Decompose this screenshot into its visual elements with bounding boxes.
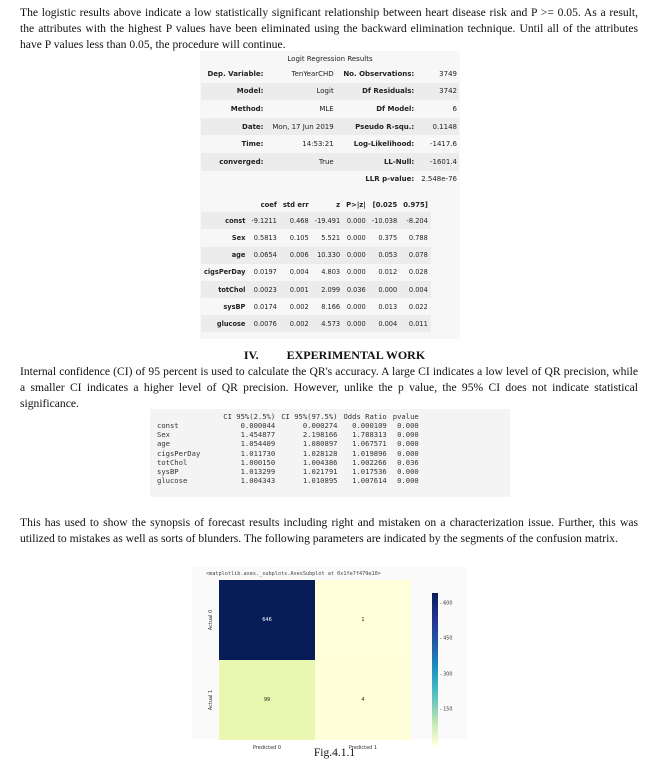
coef-cell: 0.012	[378, 268, 398, 277]
summary-label: Pseudo R-squ.:	[336, 118, 417, 136]
coef-cell: 0.011	[400, 315, 431, 332]
coef-variable: totChol	[201, 281, 248, 298]
ci-row	[154, 439, 422, 448]
confidence-interval-table	[150, 409, 510, 497]
coef-variable: const	[201, 212, 248, 229]
coef-row	[201, 212, 431, 229]
ci-header: CI 95%(2.5%)	[223, 412, 276, 421]
ci-row	[154, 430, 422, 439]
ci-row	[154, 449, 422, 458]
coef-row	[201, 298, 431, 315]
summary-label: Log-Likelihood:	[353, 140, 415, 149]
ci-header: pvalue	[392, 412, 419, 421]
ci-cell: 1.788313	[352, 430, 387, 440]
coef-row	[201, 315, 431, 332]
coef-row	[201, 264, 431, 281]
summary-label: Model:	[201, 83, 265, 101]
coef-cell: 0.004	[289, 268, 309, 277]
coef-row	[201, 247, 431, 264]
summary-label: converged:	[201, 153, 265, 171]
ci-cell: 1.002266	[352, 457, 387, 467]
coef-cell: 0.0174	[253, 302, 277, 311]
summary-value: -1417.6	[429, 140, 457, 149]
coef-variable: cigsPerDay	[204, 268, 246, 277]
ci-cell: 0.036	[397, 457, 419, 467]
ci-row	[154, 476, 422, 485]
ci-cell: 0.000044	[240, 421, 276, 431]
coef-row	[201, 229, 431, 246]
colorbar-tick-label: - 450	[440, 636, 453, 642]
summary-row	[201, 83, 459, 101]
summary-value: Mon, 17 Jun 2019	[265, 118, 335, 136]
ci-row	[154, 467, 422, 476]
summary-value: 0.1148	[416, 118, 459, 136]
confusion-paragraph: This has used to show the synopsis of forecast results including right and mistaken on a characterization issue. Further, this was utilized to mistakes as well as sorts of blunders. The following parameters are indicated by the segments of the confusion matrix.	[20, 516, 638, 545]
coef-variable: Sex	[231, 233, 246, 242]
coef-header: coef	[260, 201, 277, 210]
coef-header: P>|z|	[346, 201, 366, 210]
summary-row	[201, 65, 459, 83]
coef-cell: 2.099	[312, 281, 343, 298]
coef-cell: 0.013	[378, 302, 398, 311]
ci-cell: 1.004386	[302, 457, 338, 467]
heatmap-value: 99	[263, 697, 271, 703]
figure-caption: Fig.4.1.1	[313, 747, 356, 759]
ci-cell: 1.054409	[240, 439, 276, 449]
coef-cell: 0.000	[343, 315, 369, 332]
coef-cell: 0.000	[346, 233, 366, 242]
summary-label: LLR p-value:	[365, 175, 415, 184]
summary-value: 14:53:21	[302, 140, 334, 149]
colorbar	[432, 593, 438, 745]
intro-paragraph: The logistic results above indicate a low statistically significant relationship between heart disease risk and P >= 0.05. As a result, the attributes with the highest P values have been eliminated using the backward elimination technique. Until all of the attributes have P values less than 0.05, the procedure will continue.	[20, 6, 638, 51]
coef-cell: 0.000	[346, 302, 366, 311]
ci-cell: 0.000	[397, 439, 419, 449]
ci-cell: 0.000	[397, 476, 419, 486]
coef-header: [0.025	[372, 201, 398, 210]
coef-header	[201, 198, 248, 212]
summary-value: 3749	[439, 69, 457, 78]
coef-cell: 0.468	[280, 212, 312, 229]
coef-cell: 0.053	[369, 247, 400, 264]
section-heading	[0, 348, 669, 363]
coef-cell: -10.038	[369, 212, 400, 229]
ci-cell: 0.000	[397, 448, 419, 458]
ci-cell: 0.000	[397, 430, 419, 440]
coef-cell: 0.375	[378, 233, 398, 242]
ci-variable: sysBP	[157, 467, 179, 477]
summary-row	[201, 153, 459, 171]
ci-cell: 1.017536	[352, 467, 387, 477]
ci-cell: 1.004343	[240, 476, 276, 486]
coef-cell: -9.1211	[248, 212, 279, 229]
coef-cell: 8.166	[321, 302, 341, 311]
ci-cell: 0.000	[397, 421, 419, 431]
axes-repr-label: <matplotlib.axes._subplots.AxesSubplot at 0x1fe7f479e10>	[206, 571, 381, 577]
summary-label: No. Observations:	[343, 69, 415, 78]
coef-cell: 0.000	[346, 268, 366, 277]
coef-variable: glucose	[201, 315, 248, 332]
coef-cell: 5.521	[321, 233, 341, 242]
colorbar-tick-label: - 600	[440, 601, 453, 607]
ci-cell: 1.013299	[240, 467, 276, 477]
summary-value: -1601.4	[416, 153, 459, 171]
coef-cell: -19.491	[312, 212, 343, 229]
coef-cell: 0.004	[400, 281, 431, 298]
coef-cell: 0.0654	[248, 247, 279, 264]
summary-label: LL-Null:	[336, 153, 417, 171]
summary-value: 6	[452, 104, 457, 113]
coef-header: 0.975]	[403, 201, 428, 210]
summary-row	[201, 171, 459, 189]
ci-cell: 1.080897	[302, 439, 338, 449]
logit-coefficient-table	[201, 198, 431, 332]
summary-value: TenYearCHD	[291, 69, 334, 78]
ci-cell: 1.010895	[302, 476, 338, 486]
summary-label: Date:	[201, 118, 265, 136]
ci-cell: 1.000150	[240, 457, 276, 467]
summary-label: Df Residuals:	[336, 83, 417, 101]
x-tick-label: Predicted 1	[348, 745, 378, 751]
coef-cell: 0.001	[280, 281, 312, 298]
coef-cell: 4.803	[321, 268, 341, 277]
ci-cell: 1.019896	[352, 448, 387, 458]
coef-cell: 10.330	[312, 247, 343, 264]
ci-header	[154, 412, 220, 421]
summary-row	[201, 100, 459, 118]
section-number: IV.	[243, 348, 259, 362]
summary-row	[201, 135, 459, 153]
y-tick-label: Actual 0	[208, 609, 214, 631]
ci-variable: totChol	[157, 457, 188, 467]
coef-cell: 0.0076	[248, 315, 279, 332]
ci-variable: Sex	[157, 430, 170, 440]
summary-label: Df Model:	[376, 104, 415, 113]
summary-value: MLE	[319, 104, 334, 113]
coef-cell: 4.573	[312, 315, 343, 332]
ci-row	[154, 458, 422, 467]
summary-label: Dep. Variable:	[207, 69, 264, 78]
ci-variable: cigsPerDay	[157, 448, 201, 458]
logit-results-table	[200, 51, 460, 339]
summary-label	[201, 171, 265, 189]
summary-label: Time:	[241, 140, 264, 149]
ci-cell: 1.007614	[352, 476, 387, 486]
coef-cell: 0.5813	[253, 233, 277, 242]
summary-row	[201, 118, 459, 136]
coef-row	[201, 281, 431, 298]
heatmap-value: 1	[361, 617, 365, 623]
ci-header: CI 95%(97.5%)	[281, 412, 338, 421]
coef-cell: 0.105	[289, 233, 309, 242]
summary-value: 2.548e-76	[421, 175, 457, 184]
colorbar-tick-label: - 150	[440, 707, 453, 713]
coef-cell: 0.000	[343, 212, 369, 229]
summary-value: True	[265, 153, 335, 171]
colorbar-tick-label: - 300	[440, 672, 453, 678]
ci-variable: glucose	[157, 476, 188, 486]
coef-cell: -8.204	[400, 212, 431, 229]
summary-value	[265, 171, 335, 189]
coef-header: std err	[282, 201, 309, 210]
summary-value: Logit	[265, 83, 335, 101]
ci-cell: 1.028128	[302, 448, 338, 458]
summary-value: 3742	[416, 83, 459, 101]
section-title: EXPERIMENTAL WORK	[286, 348, 426, 362]
coef-variable: sysBP	[223, 302, 246, 311]
ci-paragraph: Internal confidence (CI) of 95 percent is used to calculate the QR's accuracy. A large CI indicates a low level of QR precision, while a smaller CI indicates a higher level of QR precision. However, unlike the p value, the 95% CI does not indicate statistical significance.	[20, 365, 638, 410]
ci-cell: 0.000109	[352, 421, 387, 431]
coef-cell: 0.000	[369, 281, 400, 298]
coef-cell: 0.0197	[253, 268, 277, 277]
x-tick-label: Predicted 0	[252, 745, 282, 751]
y-tick-label: Actual 1	[208, 689, 214, 711]
logit-title: Logit Regression Results	[287, 55, 373, 63]
ci-variable: const	[157, 421, 179, 431]
coef-cell: 0.000	[343, 247, 369, 264]
coef-cell: 0.0023	[248, 281, 279, 298]
heatmap-value: 4	[361, 697, 365, 703]
coef-cell: 0.028	[408, 268, 428, 277]
coef-cell: 0.002	[280, 315, 312, 332]
ci-cell: 1.067571	[352, 439, 387, 449]
ci-row	[154, 421, 422, 430]
ci-cell: 1.454877	[240, 430, 276, 440]
coef-cell: 0.078	[400, 247, 431, 264]
logit-summary-table	[201, 65, 459, 188]
heatmap-value: 646	[262, 617, 272, 623]
coef-cell: 0.004	[369, 315, 400, 332]
coef-cell: 0.006	[280, 247, 312, 264]
ci-cell: 0.000274	[302, 421, 338, 431]
coef-cell: 0.002	[289, 302, 309, 311]
coef-cell: 0.022	[408, 302, 428, 311]
ci-cell: 0.000	[397, 467, 419, 477]
coef-cell: 0.036	[343, 281, 369, 298]
ci-cell: 1.011730	[240, 448, 276, 458]
coef-cell: 0.788	[408, 233, 428, 242]
coef-variable: age	[201, 247, 248, 264]
ci-cell: 2.198166	[302, 430, 338, 440]
ci-variable: age	[157, 439, 170, 449]
ci-header: Odds Ratio	[343, 412, 387, 421]
ci-cell: 1.021791	[302, 467, 338, 477]
summary-label: Method:	[230, 104, 264, 113]
confusion-matrix-figure	[0, 560, 669, 751]
coef-header: z	[336, 201, 341, 210]
